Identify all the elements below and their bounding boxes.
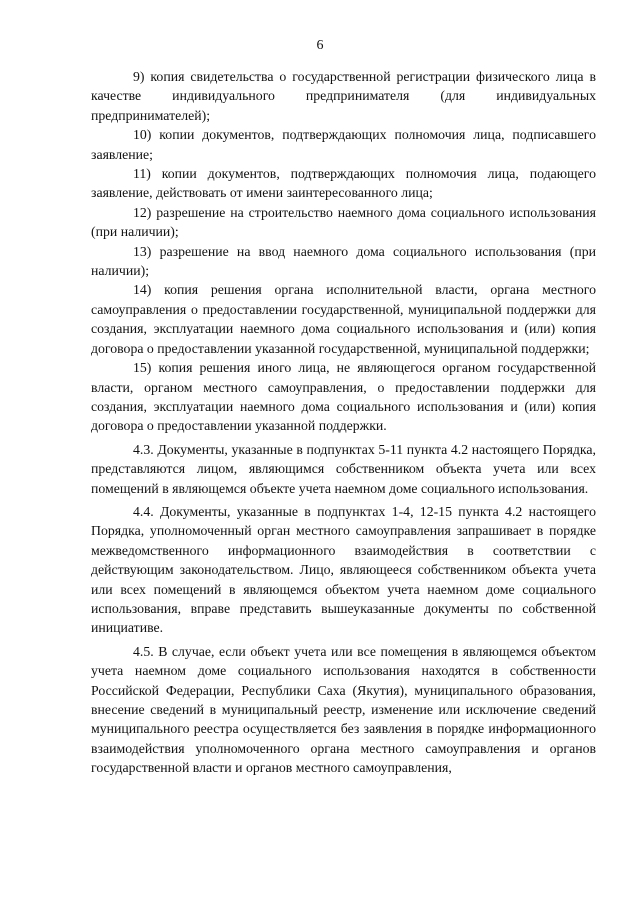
- paragraph-clause-4-3: 4.3. Документы, указанные в подпунктах 5-11 пункта 4.2 настоящего Порядка, представляются лицом, являющимся собственником объекта учета или всех помещений в являющемся объекте учета наемном доме социального использования.: [91, 441, 596, 496]
- document-body: [91, 67, 596, 778]
- paragraph-item-10: 10) копии документов, подтверждающих полномочия лица, подписавшего заявление;: [91, 127, 596, 162]
- paragraph-item-14: 14) копия решения органа исполнительной власти, органа местного самоуправления о предоставлении государственной, муниципальной поддержки для создания, эксплуатации наемного дома социального использования и (или) копия договора о предоставлении указанной государственной, муниципальной поддержки;: [91, 282, 596, 356]
- paragraph-item-15: 15) копия решения иного лица, не являющегося органом государственной власти, органом местного самоуправления, о предоставлении поддержки для создания, эксплуатации наемного дома социального использования и (или) копия договора о предоставлении указанной поддержки.: [91, 360, 596, 434]
- paragraph-clause-4-5: 4.5. В случае, если объект учета или все помещения в являющемся объектом учета наемном доме социального использования находятся в собственности Российской Федерации, Республики Саха (Якутия), муниципального образования, внесение сведений в муниципальный реестр, изменение или исключение сведений муниципального реестра осуществляется без заявления в порядке информационного взаимодействия уполномоченного органа местного самоуправления и органов государственной власти и органов местного самоуправления,: [91, 643, 596, 776]
- paragraph-item-9: 9) копия свидетельства о государственной регистрации физического лица в качестве индивидуального предпринимателя (для индивидуальных предпринимателей);: [91, 69, 596, 123]
- page-number: 6: [316, 38, 324, 53]
- paragraph-item-12: 12) разрешение на строительство наемного дома социального использования (при наличии);: [91, 204, 596, 240]
- paragraph-item-13: 13) разрешение на ввод наемного дома социального использования (при наличии);: [91, 243, 596, 279]
- paragraph-clause-4-4: 4.4. Документы, указанные в подпунктах 1-4, 12-15 пункта 4.2 настоящего Порядка, уполномоченный орган местного самоуправления запрашивает в порядке межведомственного информационного взаимодействия в соответствии с действующим законодательством. Лицо, являющееся собственником объекта учета или всех помещений в являющемся объектом учета наемном доме социального использования, вправе представить вышеуказанные документы по собственной инициативе.: [91, 503, 596, 636]
- paragraph-item-11: 11) копии документов, подтверждающих полномочия лица, подающего заявление, действовать от имени заинтересованного лица;: [91, 166, 596, 201]
